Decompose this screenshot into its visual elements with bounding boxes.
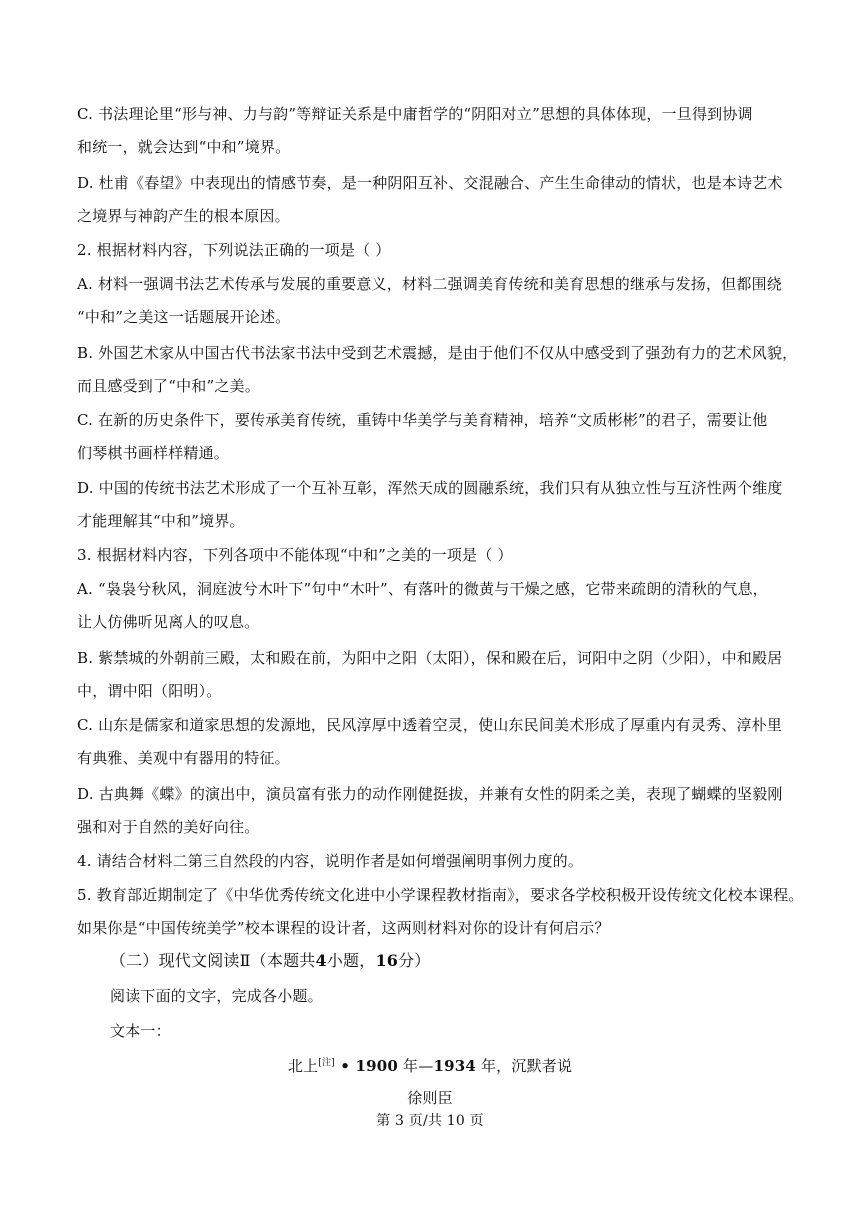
title-year-start: 1900: [355, 1057, 399, 1075]
section-heading: [110, 950, 820, 972]
q2-option-c-line-2: 们琴棋书画样样精通。: [77, 444, 230, 462]
q3-option-d-line-2: 强和对于自然的美好向往。: [77, 818, 260, 836]
option-c-line-2: 和统一，就会达到“中和”境界。: [77, 138, 291, 156]
question-5-line-1: 5. 教育部近期制定了《中华优秀传统文化进中小学课程教材指南》，要求各学校积极开设传统文化校本课程。: [77, 886, 804, 904]
title-mid: 年—: [398, 1057, 434, 1075]
q3-option-a-line-2: 让人仿佛听见离人的叹息。: [77, 613, 260, 631]
q2-option-b-line-1: B. 外国艺术家从中国古代书法家书法中受到艺术震撼，是由于他们不仅从中感受到了强劲有力的艺术风貌，: [77, 344, 798, 362]
section-heading-prefix: （二）现代文阅读Ⅱ（本题共: [110, 951, 316, 970]
q3-option-b-line-2: 中，谓中阳（阳明）。: [77, 682, 222, 700]
q2-option-a-line-2: “中和”之美这一话题展开论述。: [77, 308, 291, 326]
section-heading-suffix: 分）: [398, 951, 431, 970]
question-5-line-2: 如果你是“中国传统美学”校本课程的设计者，这两则材料对你的设计有何启示？: [77, 919, 610, 937]
text-one-label: 文本一：: [110, 1022, 171, 1040]
question-4: 4. 请结合材料二第三自然段的内容，说明作者是如何增强阐明事例力度的。: [77, 852, 584, 870]
reading-instruction: 阅读下面的文字，完成各小题。: [110, 987, 323, 1005]
option-d-line-2: 之境界与神韵产生的根本原因。: [77, 207, 290, 225]
passage-title: [0, 1052, 860, 1077]
q3-option-c-line-2: 有典雅、美观中有器用的特征。: [77, 749, 290, 767]
q2-option-d-line-2: 才能理解其“中和”境界。: [77, 512, 245, 530]
option-d-line-1: D. 杜甫《春望》中表现出的情感节奏，是一种阴阳互补、交混融合、产生生命律动的情状，也是本诗艺术: [77, 174, 783, 192]
title-bullet: •: [334, 1057, 356, 1075]
q3-option-b-line-1: B. 紫禁城的外朝前三殿，太和殿在前，为阳中之阳（太阳），保和殿在后，诃阳中之阴（少阳），中和殿居: [77, 649, 783, 667]
page-footer: 第 3 页/共 10 页: [376, 1113, 484, 1129]
passage-author: 徐则臣: [407, 1089, 453, 1107]
q3-option-a-line-1: A. “袅袅兮秋风，洞庭波兮木叶下”句中“木叶”、有落叶的微黄与干燥之感，它带来疏朗的清秋的气息，: [77, 580, 768, 598]
question-2: 2. 根据材料内容，下列说法正确的一项是（ ）: [77, 241, 391, 259]
section-heading-mid: 小题，: [326, 951, 376, 970]
section-question-count: 4: [315, 951, 327, 970]
q3-option-d-line-1: D. 古典舞《蝶》的演出中，演员富有张力的动作刚健挺拔，并兼有女性的阴柔之美，表现了蝴蝶的坚毅刚: [77, 785, 783, 803]
q2-option-d-line-1: D. 中国的传统书法艺术形成了一个互补互彰，浑然天成的圆融系统，我们只有从独立性与互济性两个维度: [77, 479, 783, 497]
title-year-end: 1934: [433, 1057, 476, 1075]
title-suffix: 年，沉默者说: [476, 1057, 573, 1075]
question-3: 3. 根据材料内容，下列各项中不能体现“中和”之美的一项是（ ）: [77, 546, 513, 564]
title-footnote-mark: [注]: [318, 1058, 335, 1068]
title-prefix: 北上: [287, 1057, 319, 1075]
option-c-line-1: C. 书法理论里“形与神、力与韵”等辩证关系是中庸哲学的“阴阳对立”思想的具体体现，一旦得到协调: [77, 105, 753, 123]
q3-option-c-line-1: C. 山东是儒家和道家思想的发源地，民风淳厚中透着空灵，使山东民间美术形成了厚重内有灵秀、淳朴里: [77, 716, 783, 734]
section-score: 16: [375, 951, 399, 970]
q2-option-c-line-1: C. 在新的历史条件下，要传承美育传统，重铸中华美学与美育精神，培养“文质彬彬”的君子，需要让他: [77, 411, 768, 429]
q2-option-a-line-1: A. 材料一强调书法艺术传承与发展的重要意义，材料二强调美育传统和美育思想的继承与发扬，但都围绕: [77, 275, 782, 293]
q2-option-b-line-2: 而且感受到了“中和”之美。: [77, 377, 260, 395]
